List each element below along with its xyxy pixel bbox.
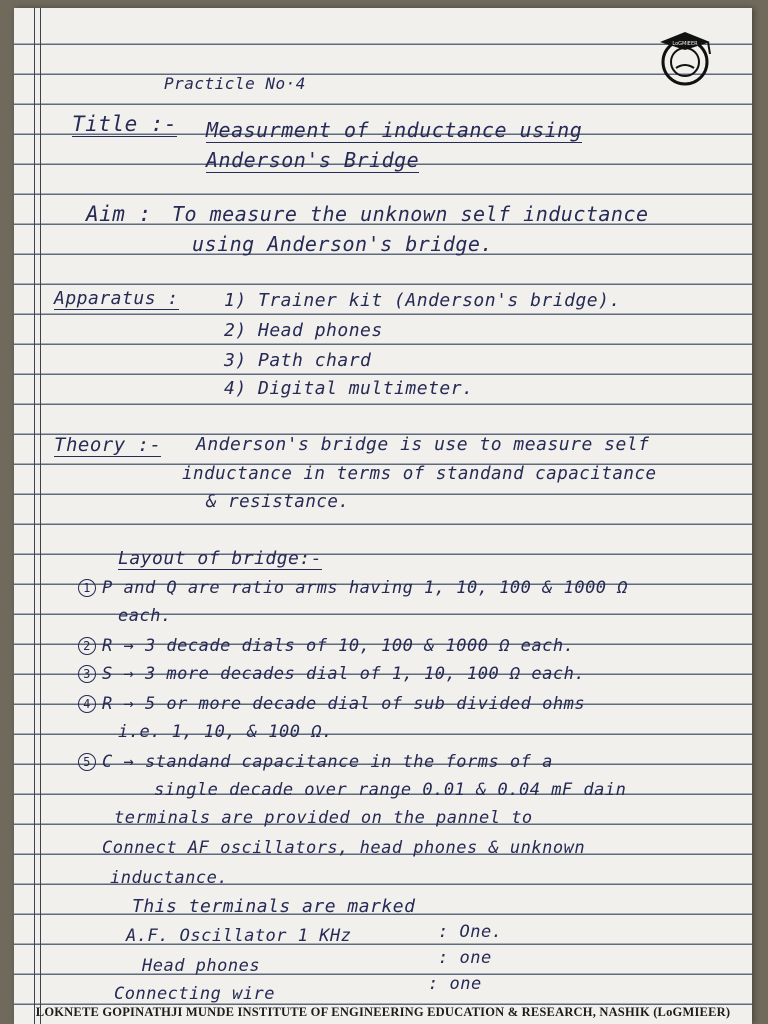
college-logo <box>654 26 716 88</box>
point-text-cont: single decade over range 0.01 & 0.04 mF dain <box>154 780 627 800</box>
institute-footer: LOKNETE GOPINATHJI MUNDE INSTITUTE OF ENGINEERING EDUCATION & RESEARCH, NASHIK (LoGMIEER) <box>35 1005 731 1019</box>
theory-line-1: Anderson's bridge is use to measure self <box>196 434 650 455</box>
point-number: 2 <box>78 637 96 655</box>
terminal-count: : one <box>428 974 482 994</box>
point-text-cont: i.e. 1, 10, & 100 Ω. <box>118 722 333 742</box>
terminals-heading: This terminals are marked <box>132 896 416 917</box>
point-text-cont: Connect AF oscillators, head phones & unknown <box>102 838 586 858</box>
terminal-name: Connecting wire <box>114 984 276 1004</box>
point-text: R → 5 or more decade dial of sub divided ohms <box>102 694 586 714</box>
margin-line <box>40 8 41 1024</box>
apparatus-item: 2) Head phones <box>224 320 383 341</box>
layout-point-4 <box>78 694 585 714</box>
notebook-page <box>14 8 752 1024</box>
aim-line-2: using Anderson's bridge. <box>192 232 493 256</box>
point-number: 4 <box>78 695 96 713</box>
point-text-cont: each. <box>118 606 172 626</box>
title-line-1: Measurment of inductance using <box>206 118 583 142</box>
layout-point-2 <box>78 636 574 656</box>
theory-label: Theory :- <box>54 434 162 456</box>
point-text: P and Q are ratio arms having 1, 10, 100 & 1000 Ω <box>102 578 629 598</box>
point-number: 1 <box>78 579 96 597</box>
layout-point-5 <box>78 752 553 772</box>
layout-point-1 <box>78 578 628 598</box>
terminal-count: : one <box>438 948 492 968</box>
point-number: 3 <box>78 665 96 683</box>
layout-heading: Layout of bridge:- <box>118 548 323 569</box>
apparatus-item: 4) Digital multimeter. <box>224 378 474 399</box>
margin-line <box>34 8 35 1024</box>
title-line-2: Anderson's Bridge <box>206 148 420 172</box>
theory-line-2: inductance in terms of standand capacitance <box>182 464 657 484</box>
theory-line-3: & resistance. <box>206 492 350 512</box>
point-text: C → standand capacitance in the forms of a <box>102 752 553 772</box>
point-text: S → 3 more decades dial of 1, 10, 100 Ω each. <box>102 664 586 684</box>
apparatus-item: 1) Trainer kit (Anderson's bridge). <box>224 290 621 311</box>
point-number: 5 <box>78 753 96 771</box>
layout-point-3 <box>78 664 585 684</box>
aim-line-1: To measure the unknown self inductance <box>172 202 649 226</box>
terminal-count: : One. <box>438 922 503 942</box>
svg-text:LoGMIEER: LoGMIEER <box>672 41 698 47</box>
terminal-name: Head phones <box>142 956 261 976</box>
aim-label: Aim : <box>86 202 152 226</box>
point-text-cont: inductance. <box>110 868 229 888</box>
apparatus-label: Apparatus : <box>54 288 179 309</box>
practical-number: Practicle No·4 <box>164 74 306 93</box>
point-text-cont: terminals are provided on the pannel to <box>114 808 533 828</box>
apparatus-item: 3) Path chard <box>224 350 372 371</box>
terminal-name: A.F. Oscillator 1 KHz <box>126 926 352 946</box>
point-text: R → 3 decade dials of 10, 100 & 1000 Ω each. <box>102 636 575 656</box>
title-label: Title :- <box>72 112 178 136</box>
